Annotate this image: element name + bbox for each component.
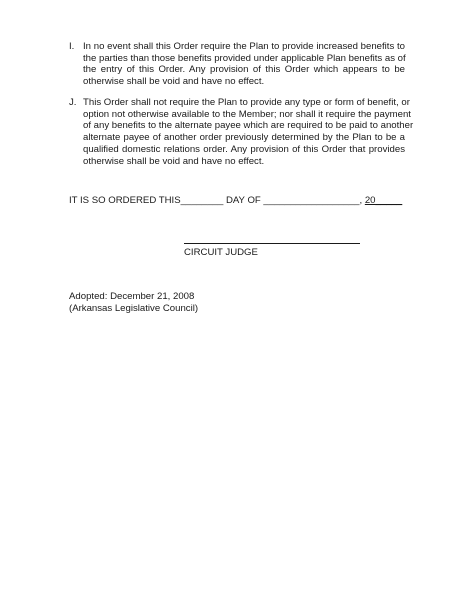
- clause-line: the parties than those benefits provided under applicable Plan benefits as of: [83, 52, 406, 64]
- clause-line: the entry of this Order. Any provision of this Order which appears to be: [83, 64, 405, 76]
- circuit-judge-label: CIRCUIT JUDGE: [184, 247, 258, 258]
- adopted-date: Adopted: December 21, 2008: [69, 291, 195, 302]
- adopted-source: (Arkansas Legislative Council): [69, 302, 199, 314]
- so-ordered-text: IT IS SO ORDERED THIS________ DAY OF __________________,: [69, 195, 365, 206]
- clause-line: qualified domestic relations order. Any provision of this Order that provides: [83, 143, 405, 155]
- clause-i: [69, 41, 405, 88]
- year-field: [365, 195, 402, 206]
- year-blank: _____: [375, 195, 403, 206]
- clause-line: This Order shall not require the Plan to provide any type or form of benefit, or: [83, 97, 410, 108]
- so-ordered-line: [69, 195, 402, 207]
- clause-line: alternate payee of another order previously determined by the Plan to be a: [83, 132, 405, 144]
- clause-body: [83, 97, 414, 167]
- adopted-block: [69, 291, 198, 314]
- clause-line: otherwise shall be void and have no effect.: [83, 155, 265, 167]
- clause-line: of any benefits to the alternate payee which are required to be paid to another: [83, 120, 414, 132]
- signature-line: [184, 243, 360, 244]
- clause-line: option not otherwise available to the Member; nor shall it require the payment: [83, 108, 411, 120]
- clause-marker: I.: [69, 41, 75, 52]
- clause-line: otherwise shall be void and have no effect.: [83, 76, 265, 88]
- year-prefix: 20: [364, 195, 376, 206]
- clause-j: [69, 97, 414, 167]
- clause-marker: J.: [69, 97, 77, 108]
- clause-body: [83, 41, 405, 88]
- clause-line: In no event shall this Order require the Plan to provide increased benefits to: [83, 41, 405, 52]
